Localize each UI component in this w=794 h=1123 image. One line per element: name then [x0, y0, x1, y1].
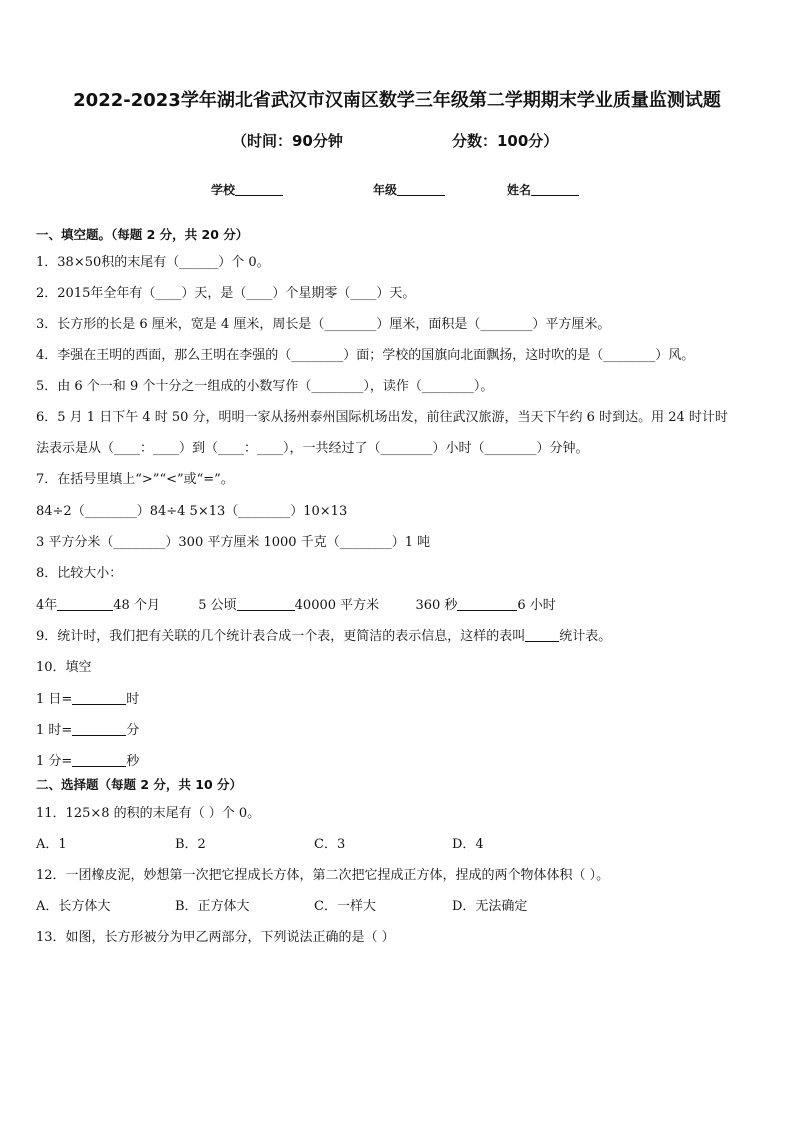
- section-1-heading: 一、填空题。（每题 2 分，共 20 分）: [36, 227, 249, 242]
- student-info: [0, 181, 794, 201]
- question-6-line-2: 法表示是从（____：____）到（____：____），一共经过了（________）小时（________）分钟。: [36, 441, 589, 456]
- question-10-row-1: [36, 688, 139, 707]
- question-9-blank: [525, 628, 559, 642]
- question-8: 8．比较大小：: [36, 566, 123, 581]
- question-11: 11．125×8 的积的末尾有（ ）个 0。: [36, 806, 261, 821]
- q10-row-3-unit: 秒: [126, 754, 140, 769]
- question-3: 3．长方形的长是 6 厘米，宽是 4 厘米，周长是（________）厘米，面积是（________）平方厘米。: [36, 317, 611, 332]
- question-1: 1．38×50积的末尾有（______）个 0。: [36, 255, 270, 270]
- question-12: 12．一团橡皮泥，妙想第一次把它捏成长方体，第二次把它捏成正方体，捏成的两个物体体积（ ）。: [36, 868, 610, 883]
- q8-item-1-left: 4年: [36, 598, 58, 613]
- section-2-heading: 二、选择题（每题 2 分，共 10 分）: [36, 777, 243, 792]
- exam-score: 分数：100分）: [452, 132, 559, 150]
- question-8-items: [36, 594, 556, 613]
- name-blank: [531, 183, 579, 196]
- q10-row-1-blank: [72, 691, 126, 705]
- q8-item-3-right: 6 小时: [517, 598, 556, 613]
- question-4: 4．李强在王明的西面，那么王明在李强的（________）面；学校的国旗向北面飘扬，这时吹的是（________）风。: [36, 348, 695, 363]
- q8-item-2-left: 5 公顷: [198, 598, 237, 613]
- name-field: [507, 181, 579, 198]
- q10-row-1-unit: 时: [126, 692, 140, 707]
- q11-option-b[interactable]: B．2: [175, 837, 206, 852]
- exam-meta: [0, 130, 794, 154]
- grade-blank: [397, 183, 445, 196]
- q12-option-b[interactable]: B．正方体大: [175, 899, 250, 914]
- q10-row-3-label: 1 分=: [36, 754, 73, 769]
- question-10: 10．填空: [36, 660, 92, 675]
- q11-option-c[interactable]: C．3: [314, 837, 346, 852]
- question-9-tail: 统计表。: [559, 629, 612, 644]
- q11-option-a[interactable]: A．1: [36, 837, 67, 852]
- school-blank: [235, 183, 283, 196]
- name-label: 姓名: [507, 183, 532, 197]
- q10-row-3-blank: [72, 753, 126, 767]
- question-10-row-3: [36, 750, 139, 769]
- question-7: 7．在括号里填上“>”“<”或“=”。: [36, 472, 234, 487]
- question-5: 5．由 6 个一和 9 个十分之一组成的小数写作（________），读作（________）。: [36, 379, 494, 394]
- q8-item-3-left: 360 秒: [415, 598, 458, 613]
- grade-field: [373, 181, 445, 198]
- q11-option-d[interactable]: D．4: [452, 837, 484, 852]
- question-13: 13．如图，长方形被分为甲乙两部分，下列说法正确的是（ ）: [36, 930, 395, 945]
- q8-item-2-right: 40000 平方米: [294, 598, 380, 613]
- grade-label: 年级: [373, 183, 398, 197]
- q8-item-3-blank: [457, 597, 517, 611]
- q10-row-2-blank: [72, 722, 126, 736]
- q8-item-1-right: 48 个月: [113, 598, 160, 613]
- page-title: 2022-2023学年湖北省武汉市汉南区数学三年级第二学期期末学业质量监测试题: [73, 90, 721, 111]
- q10-row-1-label: 1 日=: [36, 692, 73, 707]
- q12-option-c[interactable]: C．一样大: [314, 899, 376, 914]
- school-field: [211, 181, 283, 198]
- q8-item-2-blank: [237, 597, 295, 611]
- question-10-row-2: [36, 719, 139, 738]
- q10-row-2-unit: 分: [126, 723, 140, 738]
- question-9: [36, 625, 611, 644]
- question-9-text: 9．统计时，我们把有关联的几个统计表合成一个表，更简洁的表示信息，这样的表叫: [36, 629, 526, 644]
- question-7-row-2: 3 平方分米（________）300 平方厘米 1000 千克（________）1 吨: [36, 535, 431, 550]
- question-7-row-1: 84÷2（________）84÷4 5×13（________）10×13: [36, 504, 348, 519]
- q10-row-2-label: 1 时=: [36, 723, 73, 738]
- q8-item-1-blank: [57, 597, 113, 611]
- exam-time: （时间：90分钟: [232, 132, 343, 150]
- q12-option-a[interactable]: A．长方体大: [36, 899, 111, 914]
- q12-option-d[interactable]: D．无法确定: [452, 899, 528, 914]
- question-6-line-1: 6．5 月 1 日下午 4 时 50 分，明明一家从扬州泰州国际机场出发，前往武汉旅游，当天下午约 6 时到达。用 24 时计时: [36, 410, 728, 425]
- school-label: 学校: [211, 183, 236, 197]
- question-2: 2．2015年全年有（____）天，是（____）个星期零（____）天。: [36, 286, 416, 301]
